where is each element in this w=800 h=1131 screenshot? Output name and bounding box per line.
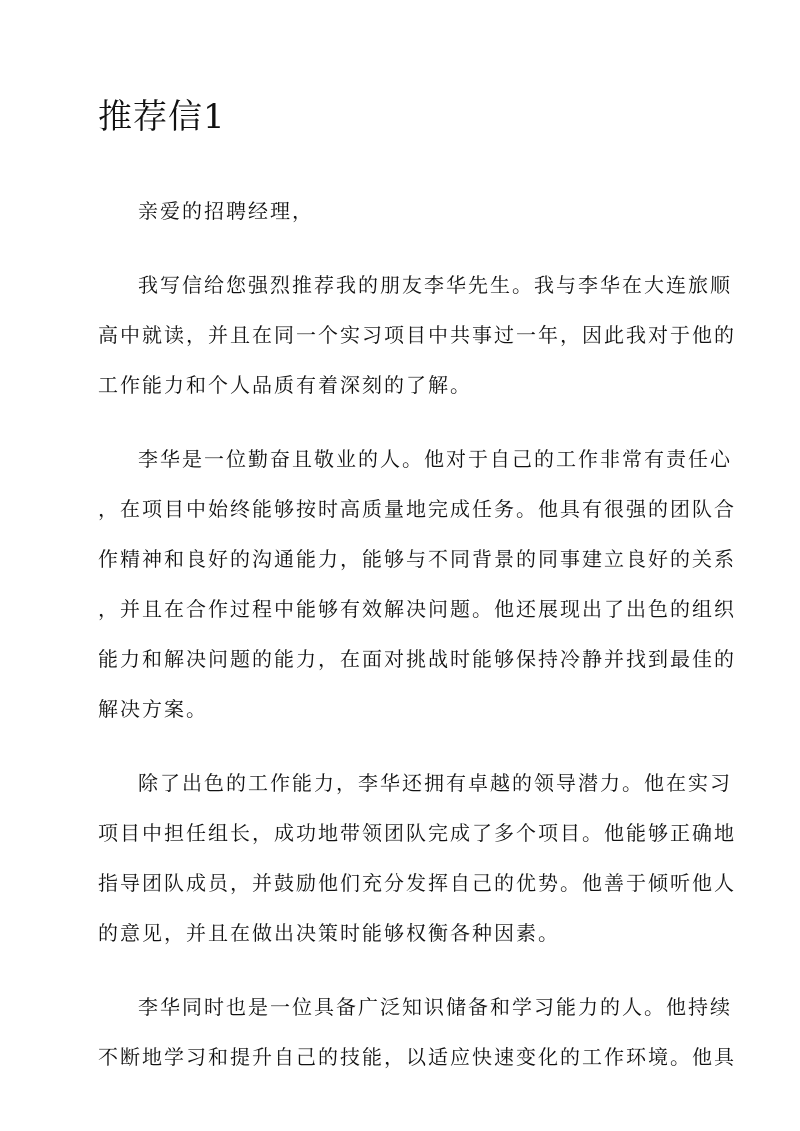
paragraph-line: 的意见，并且在做出决策时能够权衡各种因素。 xyxy=(98,921,560,945)
paragraph-line: 工作能力和个人品质有着深刻的了解。 xyxy=(98,373,472,397)
paragraph-line: 除了出色的工作能力，李华还拥有卓越的领导潜力。他在实习 xyxy=(138,771,732,795)
paragraph-3 xyxy=(98,758,736,958)
greeting-text: 亲爱的招聘经理， xyxy=(138,199,314,223)
paragraph-line: 李华同时也是一位具备广泛知识储备和学习能力的人。他持续 xyxy=(138,995,732,1019)
paragraph-line: 项目中担任组长，成功地带领团队完成了多个项目。他能够正确地 xyxy=(98,821,736,845)
letter-body xyxy=(98,186,736,1106)
paragraph-line: 不断地学习和提升自己的技能，以适应快速变化的工作环境。他具 xyxy=(98,1045,736,1069)
paragraph-line: 李华是一位勤奋且敬业的人。他对于自己的工作非常有责任心 xyxy=(138,447,732,471)
paragraph-1 xyxy=(98,260,736,410)
paragraph-line: 能力和解决问题的能力，在面对挑战时能够保持冷静并找到最佳的 xyxy=(98,647,736,671)
paragraph-line: 我写信给您强烈推荐我的朋友李华先生。我与李华在大连旅顺 xyxy=(138,273,732,297)
paragraph-4 xyxy=(98,982,736,1082)
paragraph-line: 高中就读，并且在同一个实习项目中共事过一年，因此我对于他的 xyxy=(98,323,736,347)
paragraph-line: ，在项目中始终能够按时高质量地完成任务。他具有很强的团队合 xyxy=(98,497,736,521)
paragraph-2 xyxy=(98,434,736,734)
greeting xyxy=(98,186,702,236)
document-title: 推荐信1 xyxy=(98,97,226,137)
paragraph-line: 解决方案。 xyxy=(98,697,208,721)
paragraph-line: 作精神和良好的沟通能力，能够与不同背景的同事建立良好的关系 xyxy=(98,547,736,571)
paragraph-line: ，并且在合作过程中能够有效解决问题。他还展现出了出色的组织 xyxy=(98,597,736,621)
paragraph-line: 指导团队成员，并鼓励他们充分发挥自己的优势。他善于倾听他人 xyxy=(98,871,736,895)
